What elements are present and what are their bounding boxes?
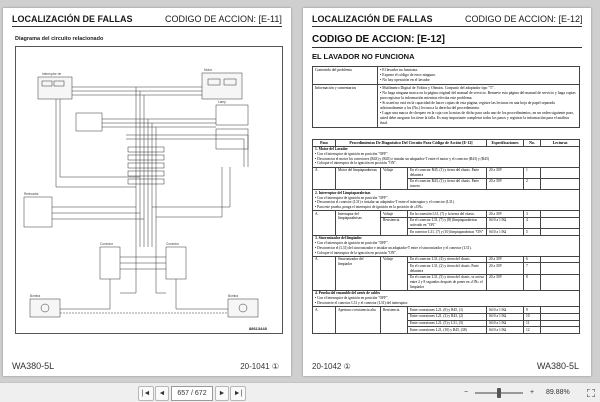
zoom-slider-handle[interactable] (497, 388, 501, 398)
svg-text:Conector: Conector (100, 242, 113, 246)
table-row: En conector L31, (7) y (10) limpiaparabrisas "ON" Si10 a 1.9Ω 5 (313, 229, 580, 236)
header-rule (12, 26, 282, 27)
table-row: En el conector R43, (1) y tierra del chasis. Parte trasera 20 a 30V 2 (313, 178, 580, 189)
problem-subtitle: EL LAVADOR NO FUNCIONA (312, 52, 415, 61)
svg-text:Lamp: Lamp (218, 100, 226, 104)
zoom-slider-track[interactable] (475, 392, 523, 394)
code-title: CODIGO DE ACCION: [E-12] (465, 14, 583, 24)
wiring-schematic-graphic (16, 47, 282, 333)
section-title: LOCALIZACIÓN DE FALLAS (312, 14, 433, 24)
table-header-row: Paso Procedimientos De Diagnóstico Del Circuito Para Código de Acción [E-12] Especificaciones No. Lecturas (313, 140, 580, 147)
footer-page-number: 20-1041 ① (240, 362, 279, 371)
heading-rule (312, 47, 582, 48)
first-page-button[interactable]: |◄ (138, 386, 154, 401)
table-row: Entre conexiones L21, (2) y R43, (2) Si10 a 1.9Ω 10 (313, 313, 580, 320)
svg-text:Interruptor de: Interruptor de (42, 72, 62, 76)
svg-text:Bomba: Bomba (228, 294, 239, 298)
viewer-toolbar (0, 382, 600, 402)
document-page-right (303, 8, 591, 376)
table-row: A. Apertura o resistencia alta Resistencia Entre conexiones L21, (6) y R45, (1) Si10 a 1.9Ω 9 (313, 307, 580, 314)
page-number-input[interactable]: 657 / 672 (171, 386, 213, 401)
document-page-left (3, 8, 291, 376)
table-row: Resistencia En el conector L31, (7) y (8) (limpiaparabrisas activado en "ON" Si10 a 1.9Ω 4 (313, 217, 580, 228)
svg-text:Conector: Conector (166, 242, 179, 246)
reading-cell (541, 256, 580, 263)
reading-cell (541, 320, 580, 327)
step-3-header: 3. Sincronizador del limpiador • Con el interruptor de ignición en posición "OFF". • Desconectar el (L31) del sincronizador e instalar un adaptador-T entre el sincronizador y el conector (L31). • Coloque el interruptor de la ignición en posición "ON". (313, 235, 580, 256)
info-items: • Multímetro Digital de Voltios y Ohmios. Conjunto del adaptador tipo "T". • No haga ninguna marca en la página original del manual de servicio. Renueve esta página del manual de servicio y haga copias para registrar la información mientras efectúa este problema. • Si usted no está en la capacidad de hacer copias de esta página, registre las lecturas en una hoja de papel separada adicionalmente a los (No.) lectura a la derecha del procedimiento. • Lugar una marca de chequeo en la caja con la notas de dicho para cada uno de los procedimientos, en un orden siguiente paso, usted debe asegurar los tiene la falla. Es muy importante completar todos los pasos y registrar la información para el análisis final. (378, 85, 580, 128)
svg-text:Relevador: Relevador (24, 192, 39, 196)
reading-cell (541, 211, 580, 218)
diagram-id: 88613448 (249, 326, 267, 331)
last-page-button[interactable]: ►| (230, 386, 246, 401)
section-title: LOCALIZACIÓN DE FALLAS (12, 14, 133, 24)
code-title: CODIGO DE ACCION: [E-11] (165, 14, 282, 24)
table-row: Entre conexiones L21, (10) y R45, (38) Si10 a 1.9Ω 12 (313, 327, 580, 334)
table-row: A. Motor del limpiaparabrisas Voltaje En el conector R45, (1) y tierra del chasis. Parte delantera 20 a 30V 1 (313, 167, 580, 178)
table-row: En el conector L31, (2) y tierra del chasis. Parte delantera 20 a 30V 7 (313, 263, 580, 274)
problem-info-table (312, 66, 580, 128)
wiring-diagram (15, 46, 283, 334)
info-label: Información y comentarios (313, 85, 378, 128)
reading-cell (541, 229, 580, 236)
reading-cell (541, 313, 580, 320)
diagnostic-steps-table (312, 139, 580, 334)
table-row: A. Interruptor del limpiaparabrisas Voltaje En la conexión L31, (7) y la tierra del chasis. 20 a 30V 3 (313, 211, 580, 218)
problem-label: Contenido del problema (313, 67, 378, 85)
reading-cell (541, 327, 580, 334)
problem-items: • El lavador no funciona. • Expone el código de error ninguno. • No hay operación en el lavador (378, 67, 580, 85)
step-4-header: 4. Prueba del ensamble del arnés de cables • Con el interruptor de ignición en posición "OFF". • Desconecte el conector L31 y el conector (L31) del interruptor. (313, 290, 580, 306)
fullscreen-icon[interactable] (586, 386, 596, 399)
zoom-level: 89.88% (546, 389, 570, 396)
reading-cell (541, 307, 580, 314)
reading-cell (541, 167, 580, 178)
table-row: A. Sincronizador del limpiador Voltaje En el conector L31, (4) y tierra del chasis. 20 a 30V 6 (313, 256, 580, 263)
step-1-header: 1. Motor del Lavador • Con el interruptor de ignición en posición "OFF". • Desconectar el motor los conectores (R43) y (R45) e instalar un adaptador-T entre el motor y el conector (R43) y (R45) • Coloque el interruptor de la ignición en posición "ON". (313, 146, 580, 167)
svg-text:Bomba: Bomba (30, 294, 41, 298)
header-rule (312, 26, 582, 27)
diagram-label: Diagrama del circuito relacionado (15, 36, 104, 42)
table-row: En el conector L31, (5) y tierra del chasis. se activa entre 2 y 8 segundos después de poner en «ON» el limpiador 20 a 30V 8 (313, 274, 580, 290)
zoom-out-button[interactable]: − (463, 389, 469, 396)
action-code-heading: CODIGO DE ACCION: [E-12] (312, 34, 445, 45)
svg-text:Motor: Motor (204, 68, 213, 72)
step-2-header: 2. Interruptor del Limpiaparabrisas • Con el interruptor de ignición en posición "OFF". • Desconectar el conector (L31) e instalar un adaptador-T entre el interruptor y el conector (L31). • Para este prueba, ponga el interruptor de ignición en la posición de «ON» (313, 190, 580, 211)
footer-model: WA380-5L (12, 361, 55, 371)
table-row: Entre conexiones L21, (5) y L31, (3) Si10 a 1.9Ω 11 (313, 320, 580, 327)
reading-cell (541, 263, 580, 274)
footer-page-number: 20-1042 ① (312, 362, 351, 371)
next-page-button[interactable]: ► (215, 386, 229, 401)
reading-cell (541, 274, 580, 290)
reading-cell (541, 217, 580, 228)
zoom-slider[interactable] (474, 386, 524, 399)
prev-page-button[interactable]: ◄ (155, 386, 169, 401)
reading-cell (541, 178, 580, 189)
footer-model: WA380-5L (536, 361, 579, 371)
zoom-in-button[interactable]: + (529, 389, 535, 396)
